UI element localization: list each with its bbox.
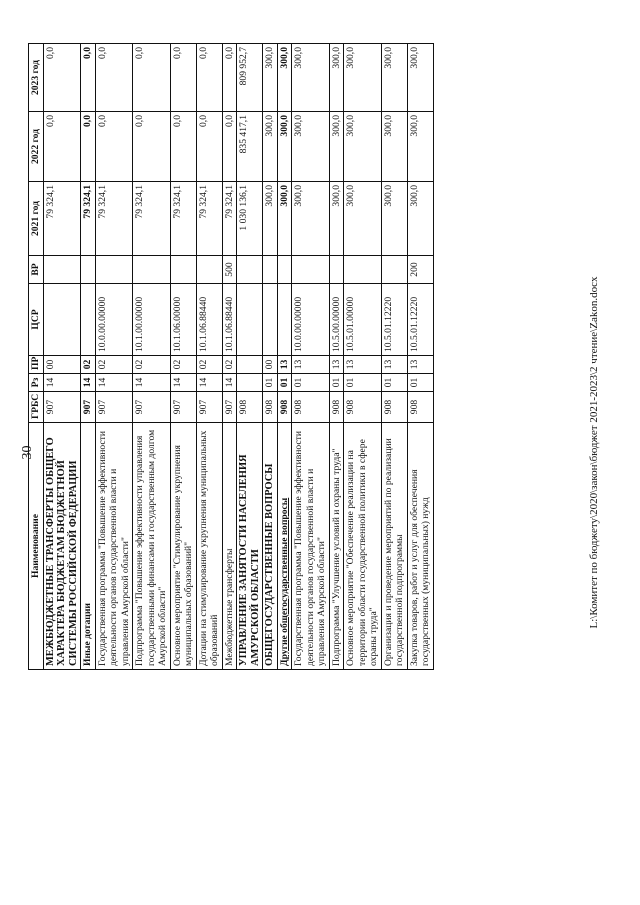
cell-rz: 14 — [81, 374, 96, 392]
header-2023: 2023 год — [29, 44, 44, 112]
header-name: Наименование — [29, 423, 44, 670]
cell-name: Основное мероприятие "Стимулирование укрупнения муниципальных образований" — [170, 423, 196, 670]
cell-y2023: 0,0 — [43, 44, 81, 112]
cell-y2021: 1 030 136,1 — [237, 182, 263, 256]
cell-y2022: 0,0 — [95, 112, 133, 182]
cell-name: УПРАВЛЕНИЕ ЗАНЯТОСТИ НАСЕЛЕНИЯ АМУРСКОЙ ОБЛАСТИ — [237, 423, 263, 670]
cell-name: Другие общегосударственные вопросы — [277, 423, 292, 670]
cell-y2023: 0,0 — [196, 44, 222, 112]
cell-name: Основное мероприятие "Обеспечение реализации на территории области государственной политики в сфере охраны труда" — [344, 423, 382, 670]
cell-name: ОБЩЕГОСУДАРСТВЕННЫЕ ВОПРОСЫ — [263, 423, 278, 670]
cell-grbs: 907 — [81, 392, 96, 423]
cell-vr — [292, 256, 330, 284]
cell-vr — [237, 256, 263, 284]
cell-y2022: 300,0 — [407, 112, 433, 182]
cell-y2023: 0,0 — [81, 44, 96, 112]
cell-grbs: 908 — [407, 392, 433, 423]
header-csr: ЦСР — [29, 284, 44, 356]
cell-pr: 02 — [170, 356, 196, 374]
cell-grbs: 908 — [237, 392, 263, 423]
cell-csr: 10.1.06.88440 — [222, 284, 237, 356]
cell-y2022: 300,0 — [329, 112, 344, 182]
cell-pr: 00 — [263, 356, 278, 374]
page-number: 30 — [20, 445, 35, 460]
cell-y2023: 809 952,7 — [237, 44, 263, 112]
cell-vr — [329, 256, 344, 284]
cell-y2023: 300,0 — [381, 44, 407, 112]
header-pr: ПР — [29, 356, 44, 374]
cell-pr: 13 — [381, 356, 407, 374]
cell-y2023: 300,0 — [292, 44, 330, 112]
cell-grbs: 907 — [222, 392, 237, 423]
cell-name: Иные дотации — [81, 423, 96, 670]
cell-name: Подпрограмма "Улучшение условий и охраны труда" — [329, 423, 344, 670]
table-row — [81, 44, 96, 670]
cell-name: Подпрограмма "Повышение эффективности управления государственными финансами и государственным долгом Амурской области" — [133, 423, 171, 670]
cell-csr: 10.5.00.00000 — [329, 284, 344, 356]
cell-vr: 500 — [222, 256, 237, 284]
cell-csr — [43, 284, 81, 356]
cell-grbs: 907 — [170, 392, 196, 423]
footer-file-path: L:\Комитет по бюджету\2020\закон\бюджет 2021-2023\2 чтение\Zakon.docx — [588, 276, 600, 629]
header-2021: 2021 год — [29, 182, 44, 256]
cell-grbs: 907 — [133, 392, 171, 423]
table-row — [133, 44, 171, 670]
cell-pr: 00 — [43, 356, 81, 374]
header-row — [29, 44, 44, 670]
cell-grbs: 908 — [263, 392, 278, 423]
cell-grbs: 907 — [95, 392, 133, 423]
cell-grbs: 908 — [329, 392, 344, 423]
cell-pr: 02 — [81, 356, 96, 374]
cell-csr: 10.5.01.12220 — [381, 284, 407, 356]
cell-pr: 13 — [277, 356, 292, 374]
cell-rz: 01 — [381, 374, 407, 392]
cell-y2021: 300,0 — [407, 182, 433, 256]
cell-y2022: 0,0 — [133, 112, 171, 182]
cell-y2023: 0,0 — [95, 44, 133, 112]
cell-y2021: 300,0 — [292, 182, 330, 256]
cell-csr: 10.5.01.00000 — [344, 284, 382, 356]
cell-y2023: 0,0 — [133, 44, 171, 112]
cell-vr — [263, 256, 278, 284]
cell-csr — [237, 284, 263, 356]
cell-csr: 10.0.00.00000 — [95, 284, 133, 356]
cell-grbs: 908 — [292, 392, 330, 423]
cell-rz: 14 — [196, 374, 222, 392]
cell-csr: 10.1.00.00000 — [133, 284, 171, 356]
cell-y2021: 79 324,1 — [196, 182, 222, 256]
cell-pr: 13 — [407, 356, 433, 374]
cell-y2022: 0,0 — [196, 112, 222, 182]
table-row — [43, 44, 81, 670]
cell-rz: 01 — [329, 374, 344, 392]
cell-rz: 14 — [170, 374, 196, 392]
cell-rz: 14 — [95, 374, 133, 392]
cell-pr: 02 — [95, 356, 133, 374]
cell-y2021: 79 324,1 — [222, 182, 237, 256]
cell-rz: 01 — [407, 374, 433, 392]
cell-vr — [95, 256, 133, 284]
cell-y2021: 79 324,1 — [95, 182, 133, 256]
cell-csr — [81, 284, 96, 356]
cell-name: Межбюджетные трансферты — [222, 423, 237, 670]
cell-y2022: 0,0 — [43, 112, 81, 182]
cell-y2021: 79 324,1 — [81, 182, 96, 256]
table-row — [170, 44, 196, 670]
cell-grbs: 908 — [344, 392, 382, 423]
cell-y2021: 300,0 — [344, 182, 382, 256]
cell-rz: 01 — [263, 374, 278, 392]
cell-y2023: 300,0 — [329, 44, 344, 112]
cell-y2023: 300,0 — [263, 44, 278, 112]
cell-y2022: 300,0 — [292, 112, 330, 182]
cell-pr — [237, 356, 263, 374]
cell-csr — [277, 284, 292, 356]
header-vr: ВР — [29, 256, 44, 284]
table-row — [263, 44, 278, 670]
cell-csr: 10.1.06.00000 — [170, 284, 196, 356]
table-row — [407, 44, 433, 670]
cell-grbs: 907 — [43, 392, 81, 423]
cell-pr: 02 — [222, 356, 237, 374]
cell-y2021: 300,0 — [329, 182, 344, 256]
table-row — [196, 44, 222, 670]
cell-y2022: 0,0 — [222, 112, 237, 182]
cell-grbs: 907 — [196, 392, 222, 423]
header-rz: Рз — [29, 374, 44, 392]
cell-vr — [81, 256, 96, 284]
cell-y2022: 835 417,1 — [237, 112, 263, 182]
cell-y2022: 300,0 — [344, 112, 382, 182]
table-row — [329, 44, 344, 670]
cell-pr: 13 — [344, 356, 382, 374]
cell-pr: 02 — [196, 356, 222, 374]
cell-rz: 14 — [133, 374, 171, 392]
cell-name: Организация и проведение мероприятий по реализации государственной подпрограммы — [381, 423, 407, 670]
cell-y2021: 300,0 — [263, 182, 278, 256]
table-row — [222, 44, 237, 670]
table-row — [344, 44, 382, 670]
cell-grbs: 908 — [277, 392, 292, 423]
cell-pr: 13 — [329, 356, 344, 374]
cell-rz: 14 — [222, 374, 237, 392]
cell-y2021: 79 324,1 — [170, 182, 196, 256]
cell-grbs: 908 — [381, 392, 407, 423]
cell-rz: 01 — [292, 374, 330, 392]
cell-y2021: 79 324,1 — [43, 182, 81, 256]
cell-name: Государственная программа "Повышение эффективности деятельности органов государственной власти и управления Амурской области" — [95, 423, 133, 670]
cell-name: Закупка товаров, работ и услуг для обеспечения государственных (муниципальных) нужд — [407, 423, 433, 670]
cell-rz: 01 — [344, 374, 382, 392]
cell-pr: 13 — [292, 356, 330, 374]
cell-csr: 10.1.06.88440 — [196, 284, 222, 356]
cell-y2022: 300,0 — [277, 112, 292, 182]
cell-y2023: 300,0 — [277, 44, 292, 112]
cell-y2023: 300,0 — [344, 44, 382, 112]
cell-y2022: 0,0 — [81, 112, 96, 182]
cell-vr — [170, 256, 196, 284]
cell-rz — [237, 374, 263, 392]
cell-rz: 01 — [277, 374, 292, 392]
cell-y2023: 300,0 — [407, 44, 433, 112]
table-row — [95, 44, 133, 670]
cell-pr: 02 — [133, 356, 171, 374]
cell-vr: 200 — [407, 256, 433, 284]
cell-y2021: 300,0 — [381, 182, 407, 256]
cell-y2022: 0,0 — [170, 112, 196, 182]
cell-vr — [277, 256, 292, 284]
cell-rz: 14 — [43, 374, 81, 392]
cell-y2022: 300,0 — [381, 112, 407, 182]
budget-table — [28, 43, 434, 670]
cell-y2023: 0,0 — [222, 44, 237, 112]
cell-name: Государственная программа "Повышение эффективности деятельности органов государственной власти и управления Амурской области" — [292, 423, 330, 670]
cell-vr — [133, 256, 171, 284]
header-2022: 2022 год — [29, 112, 44, 182]
cell-y2021: 79 324,1 — [133, 182, 171, 256]
cell-csr: 10.5.01.12220 — [407, 284, 433, 356]
cell-vr — [43, 256, 81, 284]
cell-csr — [263, 284, 278, 356]
table-row — [292, 44, 330, 670]
cell-vr — [196, 256, 222, 284]
cell-y2022: 300,0 — [263, 112, 278, 182]
cell-vr — [381, 256, 407, 284]
header-grbs: ГРБС — [29, 392, 44, 423]
cell-y2021: 300,0 — [277, 182, 292, 256]
cell-csr: 10.0.00.00000 — [292, 284, 330, 356]
cell-name: МЕЖБЮДЖЕТНЫЕ ТРАНСФЕРТЫ ОБЩЕГО ХАРАКТЕРА БЮДЖЕТАМ БЮДЖЕТНОЙ СИСТЕМЫ РОССИЙСКОЙ ФЕДЕРАЦИИ — [43, 423, 81, 670]
cell-y2023: 0,0 — [170, 44, 196, 112]
cell-vr — [344, 256, 382, 284]
cell-name: Дотации на стимулирование укрупнения муниципальных образований — [196, 423, 222, 670]
table-row — [277, 44, 292, 670]
table-row — [381, 44, 407, 670]
table-row — [237, 44, 263, 670]
